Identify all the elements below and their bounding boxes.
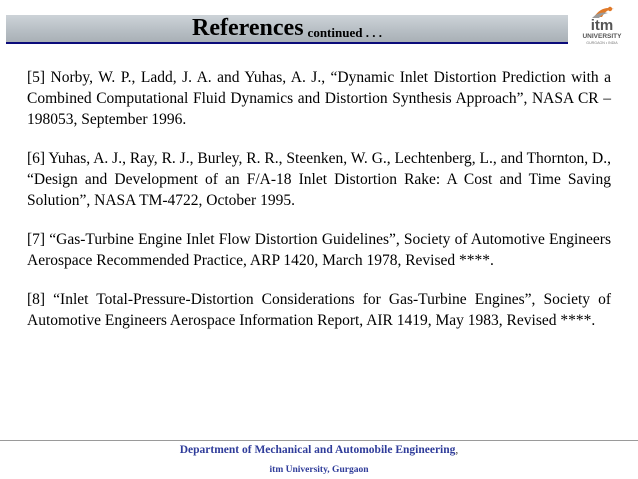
footer-department [0,444,638,456]
reference-item: [8] “Inlet Total-Pressure-Distortion Considerations for Gas-Turbine Engines”, Society of Automotive Engineers Aerospace Information Report, AIR 1419, May 1983, Revised ****. [27,291,611,329]
reference-item: [7] “Gas-Turbine Engine Inlet Flow Distortion Guidelines”, Society of Automotive Engineers Aerospace Recommended Practice, ARP 1420, March 1978, Revised ****. [27,231,611,269]
logo-tagline: GURGAON • INDIA [586,41,618,45]
footer-department-punct: , [455,444,459,456]
itm-university-logo [572,3,632,47]
reference-item: [6] Yuhas, A. J., Ray, R. J., Burley, R. R., Steenken, W. G., Lechtenberg, L., and Thornton, D., “Design and Development of an F/A-18 Inlet Distortion Rake: A Cost and Time Saving Solution”, NASA TM-4722, October 1995. [27,150,611,209]
page-title: References [192,15,304,41]
footer-department-name: Department of Mechanical and Automobile Engineering [179,444,456,456]
reference-item: [5] Norby, W. P., Ladd, J. A. and Yuhas, A. J., “Dynamic Inlet Distortion Prediction with a Combined Computational Fluid Dynamics and Distortion Synthesis Approach”, NASA CR – 198053, September 1996. [27,69,611,128]
page-title-suffix: continued . . . [307,25,382,40]
reference-list [27,67,611,349]
footer-divider [0,440,638,441]
title-bar [6,15,568,44]
logo-subtitle: UNIVERSITY [582,33,622,40]
logo-name: itm [590,17,614,34]
footer-university: itm University, Gurgaon [269,465,369,475]
